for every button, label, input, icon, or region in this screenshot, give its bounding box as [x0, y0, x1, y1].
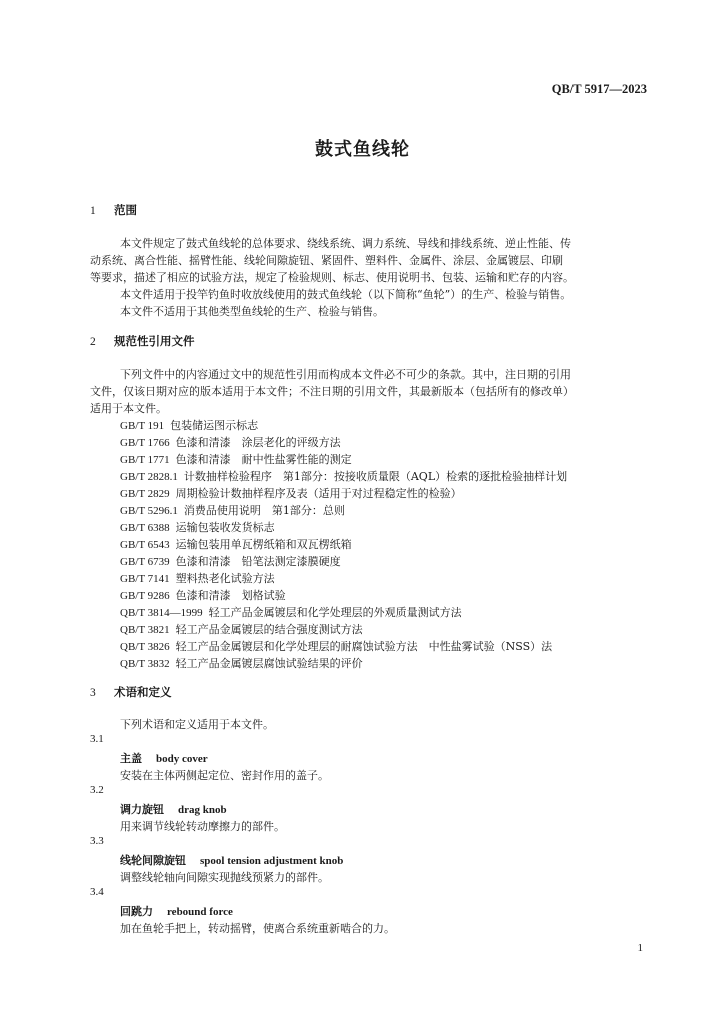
- scope-paragraph-line: 本文件规定了鼓式鱼线轮的总体要求、绕线系统、调力系统、导线和排线系统、逆止性能、传: [120, 237, 571, 250]
- term-zh: 调力旋钮: [120, 803, 164, 816]
- reference-title: 轻工产品金属镀层的结合强度测试方法: [175, 623, 363, 636]
- reference-title: 运输包装收发货标志: [175, 521, 275, 534]
- scope-paragraph-line: 等要求，描述了相应的试验方法，规定了检验规则、标志、使用说明书、包装、运输和贮存的内容。: [90, 271, 574, 284]
- scope-paragraph-line: 动系统、离合性能、摇臂性能、线轮间隙旋钮、紧固件、塑料件、金属件、涂层、金属镀层、印刷: [90, 254, 563, 267]
- reference-item: [120, 655, 363, 671]
- reference-item: [120, 502, 345, 518]
- reference-code: GB/T 6543: [120, 539, 170, 551]
- term-en: drag knob: [178, 804, 227, 816]
- reference-title: 计数抽样检验程序 第1部分：按接收质量限（AQL）检索的逐批检验抽样计划: [183, 470, 568, 483]
- reference-title: 轻工产品金属镀层腐蚀试验结果的评价: [175, 657, 363, 670]
- term-definition: 加在鱼轮手把上，转动摇臂，使离合系统重新啮合的力。: [120, 922, 395, 935]
- term-name: [120, 801, 227, 817]
- reference-title: 周期检验计数抽样程序及表（适用于对过程稳定性的检验）: [175, 487, 462, 500]
- term-definition: 安装在主体两侧起定位、密封作用的盖子。: [120, 769, 329, 782]
- section-number: 3: [90, 687, 96, 699]
- section-number: 1: [90, 205, 96, 217]
- term-zh: 回跳力: [120, 905, 153, 918]
- reference-code: QB/T 3832: [120, 658, 170, 670]
- reference-code: GB/T 2828.1: [120, 471, 178, 483]
- reference-item: [120, 536, 352, 552]
- reference-code: GB/T 1771: [120, 454, 170, 466]
- term-name: [120, 903, 233, 919]
- reference-code: GB/T 7141: [120, 573, 170, 585]
- reference-title: 轻工产品金属镀层和化学处理层的耐腐蚀试验方法 中性盐雾试验（NSS）法: [175, 640, 553, 653]
- references-intro-line: 文件，仅该日期对应的版本适用于本文件；不注日期的引用文件，其最新版本（包括所有的修改单）: [90, 385, 574, 398]
- references-intro-line: 适用于本文件。: [90, 402, 167, 415]
- term-zh: 线轮间隙旋钮: [120, 854, 186, 867]
- reference-code: QB/T 3821: [120, 624, 170, 636]
- reference-title: 色漆和清漆 耐中性盐雾性能的测定: [175, 453, 352, 466]
- reference-item: [120, 587, 286, 603]
- reference-title: 轻工产品金属镀层和化学处理层的外观质量测试方法: [208, 606, 462, 619]
- term-number: 3.2: [90, 784, 104, 796]
- reference-item: [120, 604, 462, 620]
- term-zh: 主盖: [120, 752, 142, 765]
- term-number: 3.1: [90, 733, 104, 745]
- reference-item: [120, 621, 363, 637]
- document-title: 鼓式鱼线轮: [315, 139, 410, 160]
- term-name: [120, 852, 343, 868]
- terms-intro: 下列术语和定义适用于本文件。: [120, 718, 274, 731]
- reference-code: GB/T 5296.1: [120, 505, 178, 517]
- reference-code: GB/T 6739: [120, 556, 170, 568]
- section-title: 术语和定义: [114, 685, 172, 699]
- reference-item: [120, 519, 275, 535]
- reference-title: 运输包装用单瓦楞纸箱和双瓦楞纸箱: [175, 538, 352, 551]
- section-heading-normative-references: [90, 333, 195, 349]
- scope-paragraph: 本文件不适用于其他类型鱼线轮的生产、检验与销售。: [120, 305, 384, 318]
- reference-item: [120, 468, 567, 484]
- term-definition: 调整线轮轴向间隙实现抛线预紧力的部件。: [120, 871, 329, 884]
- term-number: 3.4: [90, 886, 104, 898]
- term-en: spool tension adjustment knob: [200, 855, 344, 867]
- reference-title: 消费品使用说明 第1部分：总则: [183, 504, 345, 517]
- term-definition: 用来调节线轮转动摩擦力的部件。: [120, 820, 285, 833]
- reference-title: 色漆和清漆 铅笔法测定漆膜硬度: [175, 555, 341, 568]
- reference-title: 色漆和清漆 划格试验: [175, 589, 286, 602]
- standard-number: QB/T 5917—2023: [551, 82, 647, 96]
- reference-code: GB/T 191: [120, 420, 165, 432]
- section-title: 规范性引用文件: [114, 334, 195, 348]
- reference-item: [120, 570, 275, 586]
- references-intro-line: 下列文件中的内容通过文中的规范性引用而构成本文件必不可少的条款。其中，注日期的引用: [120, 368, 571, 381]
- page-number: 1: [637, 942, 643, 954]
- reference-title: 塑料热老化试验方法: [175, 572, 275, 585]
- reference-code: GB/T 6388: [120, 522, 170, 534]
- reference-code: QB/T 3814—1999: [120, 607, 203, 619]
- reference-item: [120, 638, 552, 654]
- reference-item: [120, 553, 341, 569]
- reference-item: [120, 485, 462, 501]
- section-title: 范围: [114, 203, 137, 217]
- reference-item: [120, 451, 352, 467]
- reference-code: GB/T 2829: [120, 488, 170, 500]
- scope-paragraph: 本文件适用于投竿钓鱼时收放线使用的鼓式鱼线轮（以下简称“鱼轮”）的生产、检验与销售。: [120, 288, 572, 301]
- term-en: body cover: [156, 753, 208, 765]
- reference-code: QB/T 3826: [120, 641, 170, 653]
- term-en: rebound force: [167, 906, 233, 918]
- reference-item: [120, 417, 258, 433]
- term-name: [120, 750, 208, 766]
- reference-code: GB/T 9286: [120, 590, 170, 602]
- reference-item: [120, 434, 341, 450]
- section-number: 2: [90, 336, 96, 348]
- section-heading-scope: [90, 202, 137, 218]
- reference-title: 色漆和清漆 涂层老化的评级方法: [175, 436, 341, 449]
- section-heading-terms: [90, 684, 172, 700]
- term-number: 3.3: [90, 835, 104, 847]
- reference-title: 包装储运图示标志: [170, 419, 259, 432]
- reference-code: GB/T 1766: [120, 437, 170, 449]
